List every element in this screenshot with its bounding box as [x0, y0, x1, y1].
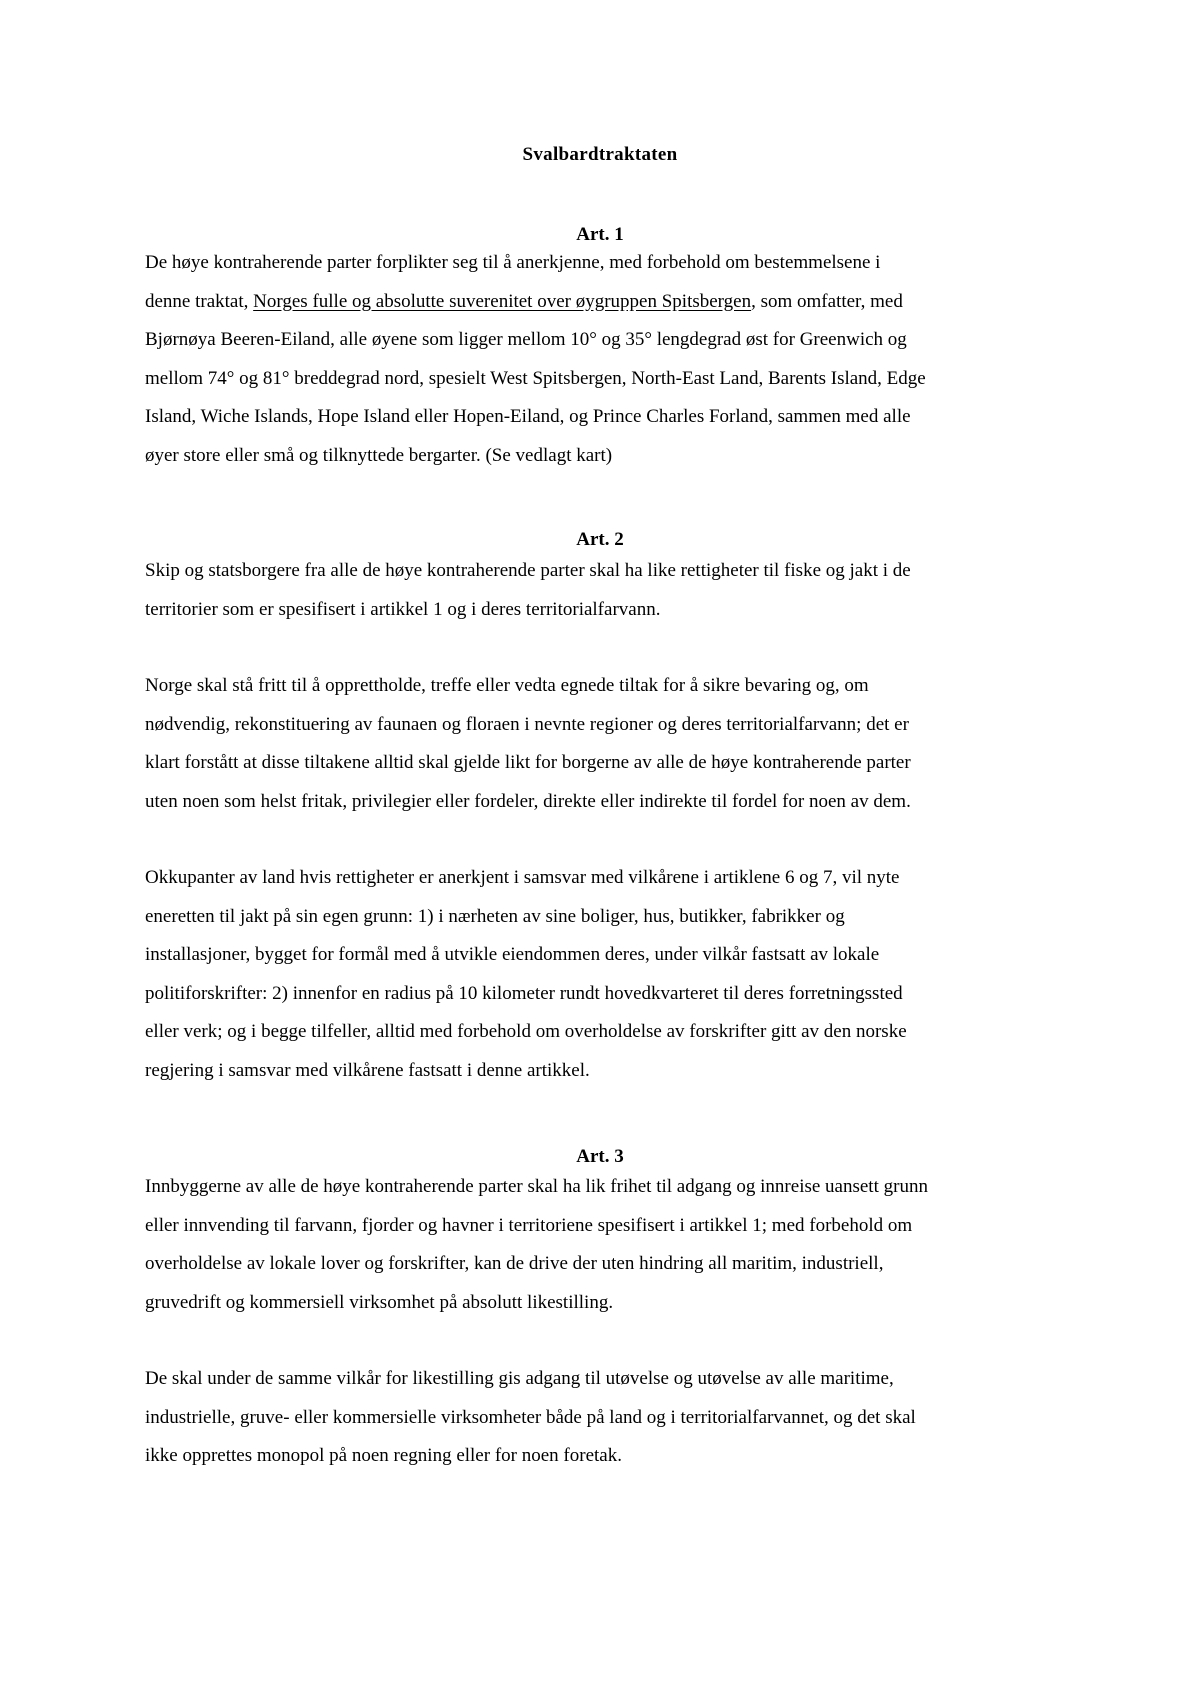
text-line: Bjørnøya Beeren-Eiland, alle øyene som ligger mellom 10° og 35° lengdegrad øst for Greenwich og	[145, 329, 907, 350]
text-segment: denne traktat,	[145, 290, 254, 312]
text-line: uten noen som helst fritak, privilegier eller fordeler, direkte eller indirekte til fordel for noen av dem.	[145, 790, 911, 812]
article-1-paragraph-1	[145, 244, 1065, 475]
text-line: ikke opprettes monopol på noen regning eller for noen foretak.	[145, 1445, 622, 1466]
text-line: Skip og statsborgere fra alle de høye kontraherende parter skal ha like rettigheter til fiske og jakt i de	[145, 560, 911, 581]
text-line: overholdelse av lokale lover og forskrifter, kan de drive der uten hindring all maritim, industriell,	[145, 1253, 884, 1274]
document-title: Svalbardtraktaten	[522, 144, 678, 165]
article-2-heading: Art. 2	[576, 529, 624, 550]
text-line-with-underline	[145, 283, 1065, 322]
text-line: politiforskrifter: 2) innenfor en radius på 10 kilometer rundt hovedkvarteret til deres forretningssted	[145, 982, 903, 1004]
text-line: De skal under de samme vilkår for likestilling gis adgang til utøvelse og utøvelse av alle maritime,	[145, 1368, 894, 1389]
article-1-heading: Art. 1	[576, 224, 624, 245]
text-line: Innbyggerne av alle de høye kontraherende parter skal ha lik frihet til adgang og innreise uansett grunn	[145, 1176, 928, 1197]
text-line: mellom 74° og 81° breddegrad nord, spesielt West Spitsbergen, North-East Land, Barents Island, Edge	[145, 367, 926, 389]
text-line: Norge skal stå fritt til å opprettholde, treffe eller vedta egnede tiltak for å sikre bevaring og, om	[145, 675, 869, 696]
text-line: eller verk; og i begge tilfeller, alltid med forbehold om overholdelse av forskrifter gitt av den norske	[145, 1021, 907, 1042]
text-line: territorier som er spesifisert i artikkel 1 og i deres territorialfarvann.	[145, 598, 661, 620]
text-line: eneretten til jakt på sin egen grunn: 1) i nærheten av sine boliger, hus, butikker, fabrikker og	[145, 905, 845, 927]
article-3-paragraph-2	[145, 1360, 1065, 1476]
text-line: Island, Wiche Islands, Hope Island eller Hopen-Eiland, og Prince Charles Forland, sammen med alle	[145, 406, 911, 427]
text-line: gruvedrift og kommersiell virksomhet på absolutt likestilling.	[145, 1291, 614, 1313]
article-2-paragraph-3	[145, 859, 1065, 1090]
article-2-paragraph-1	[145, 552, 1065, 629]
text-line: klart forstått at disse tiltakene alltid skal gjelde likt for borgerne av alle de høye kontraherende parter	[145, 752, 911, 773]
text-line: nødvendig, rekonstituering av faunaen og floraen i nevnte regioner og deres territorialfarvann; det er	[145, 713, 909, 735]
text-line: øyer store eller små og tilknyttede bergarter. (Se vedlagt kart)	[145, 444, 613, 466]
text-line: Okkupanter av land hvis rettigheter er anerkjent i samsvar med vilkårene i artiklene 6 og 7, vil nyte	[145, 867, 900, 888]
article-2-paragraph-2	[145, 667, 1065, 821]
text-line: De høye kontraherende parter forplikter seg til å anerkjenne, med forbehold om bestemmelsene i	[145, 252, 881, 273]
underlined-phrase: Norges fulle og absolutte suverenitet over øygruppen Spitsbergen	[253, 290, 752, 312]
article-3-paragraph-1	[145, 1168, 1065, 1322]
text-segment: , som omfatter, med	[751, 290, 903, 312]
article-3-heading: Art. 3	[576, 1146, 624, 1167]
text-line: regjering i samsvar med vilkårene fastsatt i denne artikkel.	[145, 1059, 590, 1081]
text-line: eller innvending til farvann, fjorder og havner i territoriene spesifisert i artikkel 1; med forbehold om	[145, 1214, 913, 1236]
text-line: installasjoner, bygget for formål med å utvikle eiendommen deres, under vilkår fastsatt av lokale	[145, 944, 880, 965]
text-line: industrielle, gruve- eller kommersielle virksomheter både på land og i territorialfarvannet, og det skal	[145, 1406, 916, 1428]
